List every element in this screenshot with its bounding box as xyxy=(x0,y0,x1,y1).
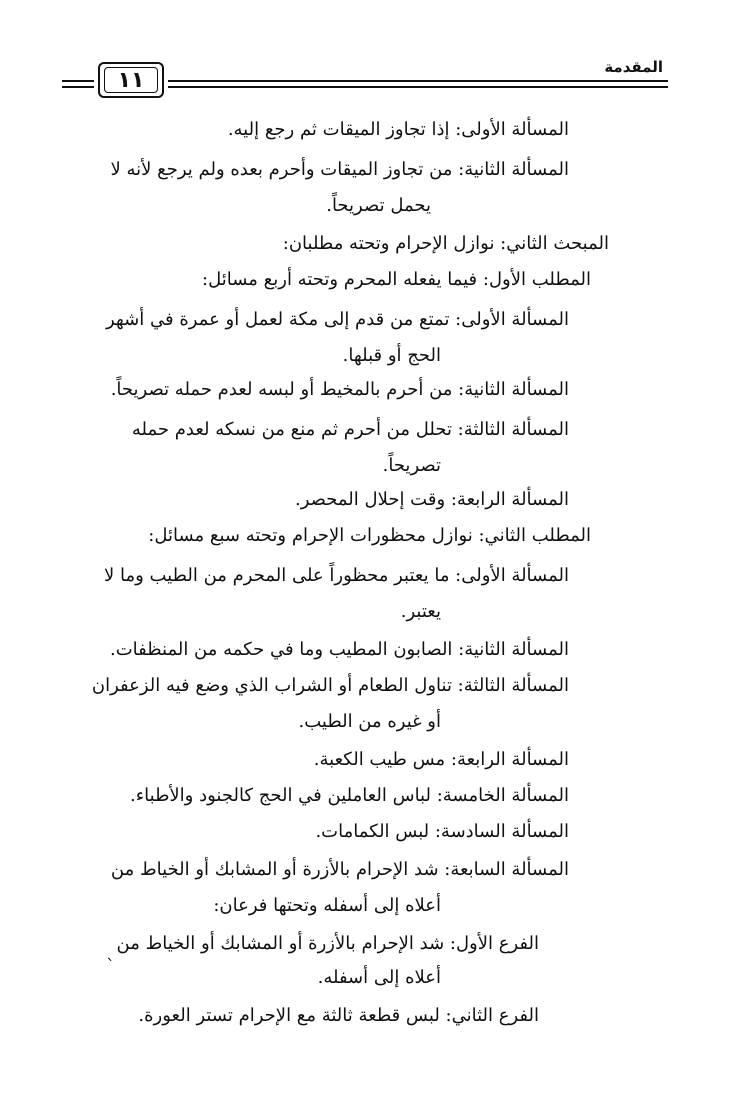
text-line: المسألة الأولى: تمتع من قدم إلى مكة لعمل أو عمرة في أشهر xyxy=(105,309,569,330)
text-line: أعلاه إلى أسفله وتحتها فرعان: xyxy=(213,895,441,916)
text-line: المسألة الأولى: إذا تجاوز الميقات ثم رجع إليه. xyxy=(227,119,569,140)
text-line: يعتبر. xyxy=(400,601,441,622)
text-line: أعلاه إلى أسفله. xyxy=(317,967,441,988)
text-line: المسألة الثالثة: تناول الطعام أو الشراب الذي وضع فيه الزعفران xyxy=(91,675,569,696)
text-line: الفرع الثاني: لبس قطعة ثالثة مع الإحرام تستر العورة. xyxy=(138,1005,539,1026)
text-line: المسألة الخامسة: لباس العاملين في الحج كالجنود والأطباء. xyxy=(129,785,569,806)
text-line: الحج أو قبلها. xyxy=(342,345,441,366)
header-rule-left-top xyxy=(62,80,94,82)
text-line: المسألة الثانية: من تجاوز الميقات وأحرم بعده ولم يرجع لأنه لا xyxy=(110,159,569,180)
text-line: المسألة الرابعة: مس طيب الكعبة. xyxy=(313,749,569,770)
text-line: المسألة السادسة: لبس الكمامات. xyxy=(315,821,569,842)
page-number: ١١ xyxy=(117,67,145,93)
text-line: المسألة الأولى: ما يعتبر محظوراً على المحرم من الطيب وما لا xyxy=(103,565,569,586)
text-line: المطلب الثاني: نوازل محظورات الإحرام وتحته سبع مسائل: xyxy=(148,525,591,546)
text-line: يحمل تصريحاً. xyxy=(326,195,431,216)
text-line: الفرع الأول: شد الإحرام بالأزرة أو المشابك أو الخياط من xyxy=(116,933,539,954)
text-line: المسألة الثانية: من أحرم بالمخيط أو لبسه لعدم حمله تصريحاً. xyxy=(110,379,569,400)
header-rule-left-bottom xyxy=(62,86,94,88)
text-line: المسألة السابعة: شد الإحرام بالأزرة أو المشابك أو الخياط من xyxy=(110,859,569,880)
stray-mark: ` xyxy=(106,956,115,977)
text-line: أو غيره من الطيب. xyxy=(298,711,441,732)
text-line: المسألة الرابعة: وقت إحلال المحصر. xyxy=(295,489,569,510)
header-rule-right-top xyxy=(168,80,668,82)
text-line: المبحث الثاني: نوازل الإحرام وتحته مطلبان: xyxy=(282,233,609,254)
text-line: المسألة الثانية: الصابون المطيب وما في حكمه من المنظفات. xyxy=(109,639,569,660)
text-line: المطلب الأول: فيما يفعله المحرم وتحته أربع مسائل: xyxy=(202,269,591,290)
page-number-badge xyxy=(98,62,164,98)
text-line: تصريحاً. xyxy=(382,455,441,476)
text-line: المسألة الثالثة: تحلل من أحرم ثم منع من نسكه لعدم حمله xyxy=(131,419,569,440)
header-rule-right-bottom xyxy=(168,86,668,88)
running-header-title: المقدمة xyxy=(604,58,663,76)
